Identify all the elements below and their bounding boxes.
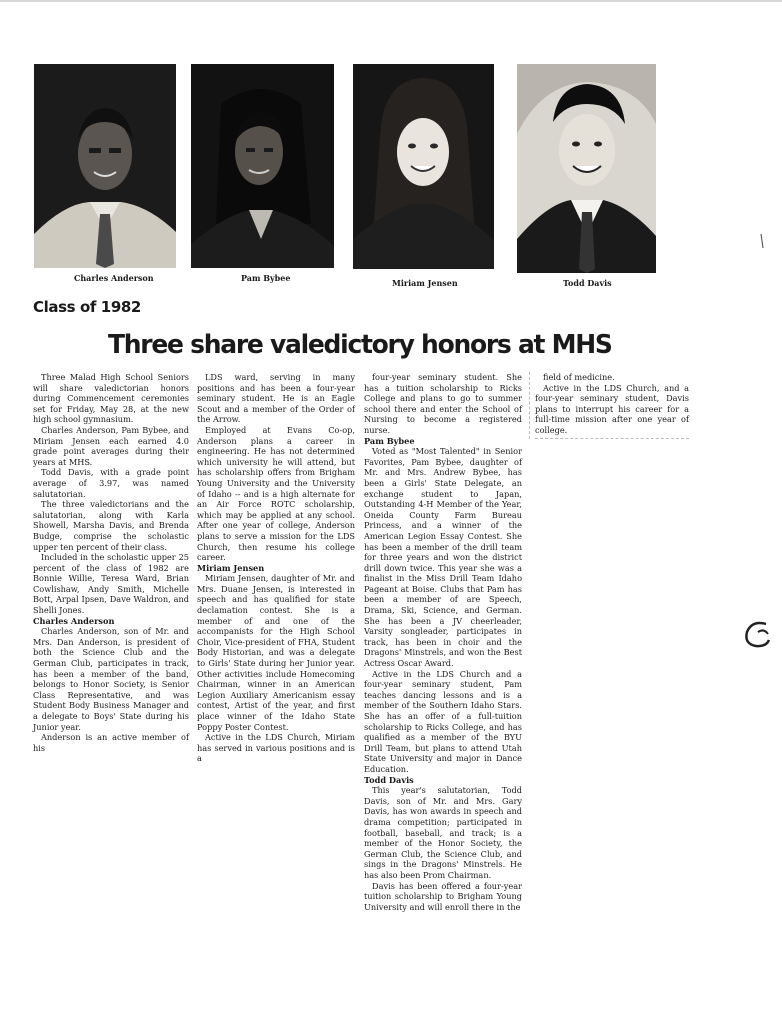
photo-pam-bybee	[191, 64, 334, 268]
photo-todd-davis	[517, 64, 656, 273]
scan-artifact-tick	[760, 234, 764, 248]
caption-todd-davis: Todd Davis	[563, 278, 612, 288]
paragraph: Active in the LDS Church, and a four-year seminary student, Davis plans to interrupt his career for a full-time mission after one year of college.	[535, 383, 689, 439]
paragraph: four-year seminary student. She has a tuition scholarship to Ricks College and plans to go to summer school there and enter the School of Nursing to become a registered nurse.	[364, 372, 522, 435]
article-column-4	[529, 372, 689, 439]
headline: Three share valedictory honors at MHS	[108, 330, 612, 360]
paragraph: Active in the LDS Church, Miriam has served in various positions and is a	[197, 732, 355, 764]
paragraph: Anderson is an active member of his	[33, 732, 189, 753]
article-column-1	[33, 372, 189, 753]
subhead: Charles Anderson	[33, 615, 115, 626]
caption-charles-anderson: Charles Anderson	[74, 273, 154, 283]
subhead: Pam Bybee	[364, 435, 415, 446]
paragraph: Davis has been offered a four-year tuition scholarship to Brigham Young University and will enroll there in the	[364, 880, 522, 912]
photo-charles-anderson	[34, 64, 176, 268]
paragraph: Miriam Jensen, daughter of Mr. and Mrs. Duane Jensen, is interested in speech and has qualified for state declamation contest. She is a member of and one of the accompanists for the High School Choir, Vice-president of FHA, Student Body Historian, and was a delegate to Girls' State during her Junior year. Other activities include Homecoming Chairman, winner in an American Legion Auxiliary Americanism essay contest, Artist of the year, and first place winner of the Idaho State Poppy Poster Contest.	[197, 573, 355, 732]
subhead: Todd Davis	[364, 774, 414, 785]
paragraph: Voted as "Most Talented" in Senior Favorites, Pam Bybee, daughter of Mr. and Mrs. Andrew Bybee, has been a Girls' State Delegate, an exchange student to Japan, Outstanding 4-H Member of the Year, Oneida County Farm Bureau Princess, and a winner of the American Legion Essay Contest. She has been a member of the drill team for three years and won the district drill down twice. This year she was a finalist in the Miss Drill Team Idaho Pageant at Boise. Clubs that Pam has been a member of are Speech, Drama, Ski, Science, and German. She has been a JV cheerleader, Varsity songleader, participates in track, has been in choir and the Dragons' Minstrels, and won the Best Actress Oscar Award.	[364, 446, 522, 669]
paragraph: LDS ward, serving in many positions and has been a four-year seminary student. He is an Eagle Scout and a member of the Order of the Arrow.	[197, 372, 355, 425]
caption-pam-bybee: Pam Bybee	[241, 273, 291, 283]
caption-miriam-jensen: Miriam Jensen	[392, 278, 458, 288]
subhead: Miriam Jensen	[197, 562, 265, 573]
paragraph: Employed at Evans Co-op, Anderson plans a career in engineering. He has not determined which university he will attend, but has scholarship offers from Brigham Young University and the University of Idaho -- and is a high alternate for an Air Force ROTC scholarship, which may be applied at any school. After one year of college, Anderson plans to serve a mission for the LDS Church, then resume his college career.	[197, 424, 355, 563]
article-column-2	[197, 372, 355, 764]
scan-artifact-mark	[738, 614, 772, 654]
paragraph: field of medicine.	[543, 372, 615, 382]
paragraph: Three Malad High School Seniors will share valedictorian honors during Commencement ceremonies set for Friday, May 28, at the new high school gymnasium.	[33, 372, 189, 425]
paragraph: This year's salutatorian, Todd Davis, son of Mr. and Mrs. Gary Davis, has won awards in speech and drama competition; participated in football, baseball, and track; is a member of the Honor Society, the German Club, the Science Club, and sings in the Dragons' Minstrels. He has also been Prom Chairman.	[364, 785, 522, 880]
paragraph: The three valedictorians and the salutatorian, along with Karla Showell, Marsha Davis, and Brenda Budge, comprise the scholastic upper ten percent of their class.	[33, 499, 189, 552]
section-kicker: Class of 1982	[33, 298, 141, 316]
paragraph: Included in the scholastic upper 25 percent of the class of 1982 are Bonnie Willie, Teresa Ward, Brian Cowlishaw, Andy Smith, Michelle Bott, Arpal Ipsen, Dave Waldron, and Shelli Jones.	[33, 552, 189, 616]
paragraph: Charles Anderson, son of Mr. and Mrs. Dan Anderson, is president of both the Science Club and the German Club, participates in track, has been a member of the band, belongs to Honor Society, is Senior Class Representative, and was Student Body Business Manager and a delegate to Boys' State during his Junior year.	[33, 626, 189, 732]
paragraph: Charles Anderson, Pam Bybee, and Miriam Jensen each earned 4.0 grade point averages during their years at MHS.	[33, 424, 189, 467]
article-column-3	[364, 372, 522, 912]
photo-miriam-jensen	[353, 64, 494, 269]
paragraph: Active in the LDS Church and a four-year seminary student, Pam teaches dancing lessons and is a member of the Southern Idaho Stars. She has an offer of a full-tuition scholarship to Ricks College, and has qualified as a member of the BYU Drill Team, but plans to attend Utah State University and major in Dance Education.	[364, 668, 522, 774]
scan-top-edge	[0, 0, 782, 2]
paragraph: Todd Davis, with a grade point average of 3.97, was named salutatorian.	[33, 467, 189, 499]
